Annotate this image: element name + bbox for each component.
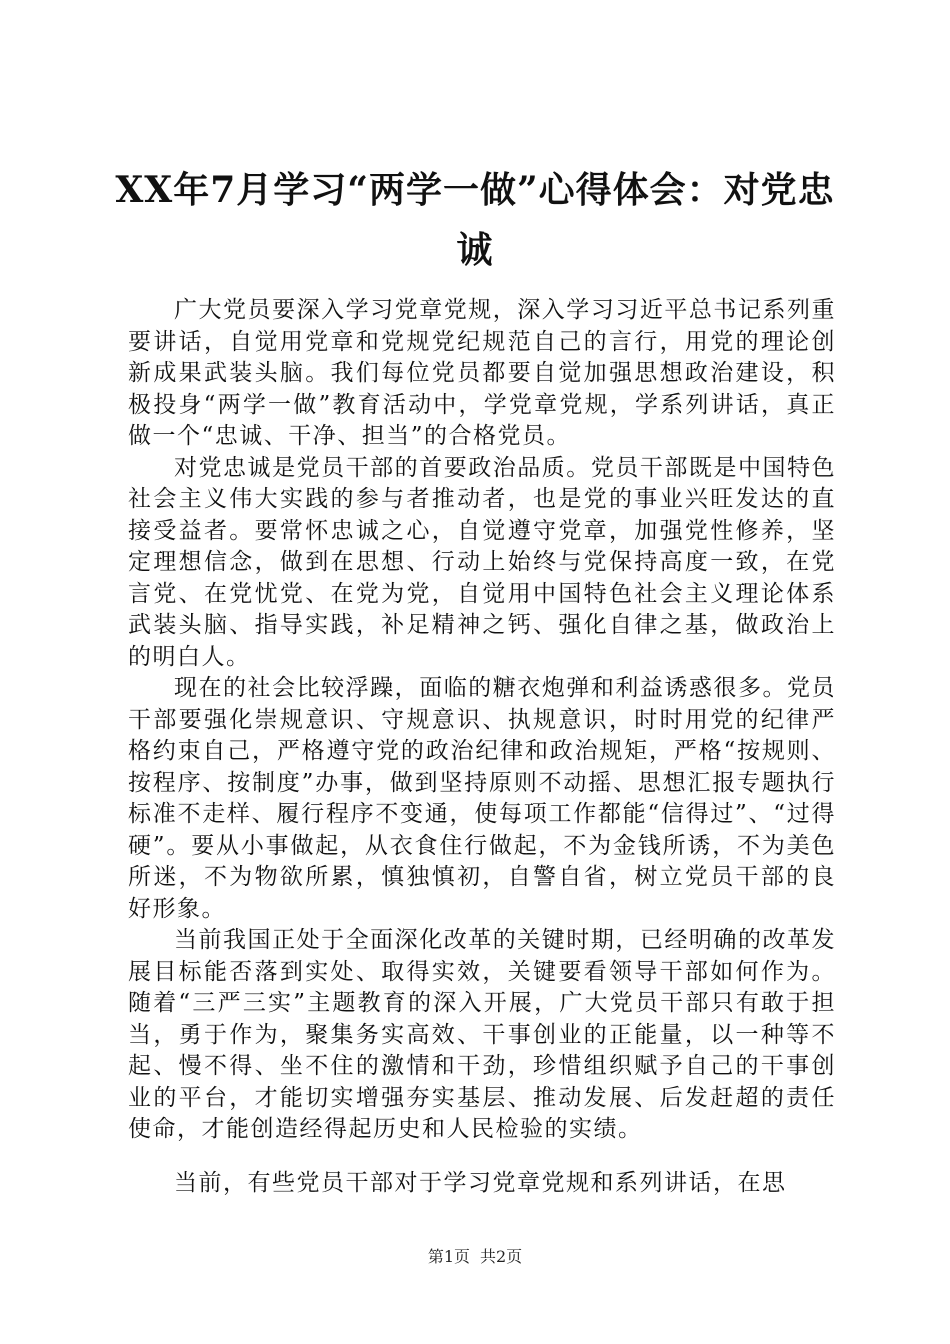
paragraph: 当前我国正处于全面深化改革的关键时期，已经明确的改革发展目标能否落到实处、取得实效，关键要看领导干部如何作为。随着“三严三实”主题教育的深入开展，广大党员干部只有敢于担当，勇于作为，聚集务实高效、干事创业的正能量，以一种等不起、慢不得、坐不住的激情和干劲，珍惜组织赋予自己的干事创业的平台，才能切实增强夯实基层、推动发展、后发赶超的责任使命，才能创造经得起历史和人民检验的实绩。 bbox=[128, 927, 836, 1142]
document-title: XX年7月学习“两学一做”心得体会：对党忠诚 bbox=[115, 169, 835, 271]
paragraph: 广大党员要深入学习党章党规，深入学习习近平总书记系列重要讲话，自觉用党章和党规党纪规范自己的言行，用党的理论创新成果武装头脑。我们每位党员都要自觉加强思想政治建设，积极投身“两学一做”教育活动中，学党章党规，学系列讲话，真正做一个“忠诚、干净、担当”的合格党员。 bbox=[128, 297, 836, 449]
paragraph: 对党忠诚是党员干部的首要政治品质。党员干部既是中国特色社会主义伟大实践的参与者推动者，也是党的事业兴旺发达的直接受益者。要常怀忠诚之心，自觉遵守党章，加强党性修养，坚定理想信念，做到在思想、行动上始终与党保持高度一致，在党言党、在党忧党、在党为党，自觉用中国特色社会主义理论体系武装头脑、指导实践，补足精神之钙、强化自律之基，做政治上的明白人。 bbox=[128, 454, 836, 670]
document-body bbox=[128, 295, 836, 1199]
paragraph: 当前，有些党员干部对于学习党章党规和系列讲话，在思 bbox=[174, 1169, 787, 1196]
paragraph: 现在的社会比较浮躁，面临的糖衣炮弹和利益诱惑很多。党员干部要强化崇规意识、守规意识、执规意识，时时用党的纪律严格约束自己，严格遵守党的政治纪律和政治规矩，严格“按规则、按程序、按制度”办事，做到坚持原则不动摇、思想汇报专题执行标准不走样、履行程序不变通，使每项工作都能“信得过”、“过得硬”。要从小事做起，从衣食住行做起，不为金钱所诱，不为美色所迷，不为物欲所累，慎独慎初，自警自省，树立党员干部的良好形象。 bbox=[128, 675, 836, 922]
page-total: 共2页 bbox=[480, 1247, 523, 1266]
page-footer bbox=[0, 1244, 950, 1267]
page-number: 第1页 bbox=[427, 1247, 470, 1266]
